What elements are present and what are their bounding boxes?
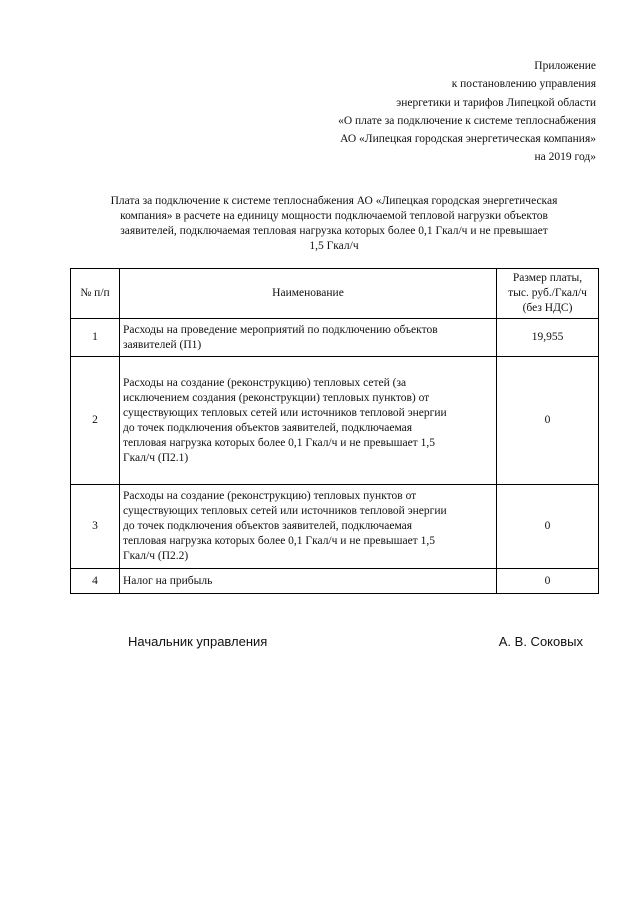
header-fee-line: Размер платы, xyxy=(512,272,583,284)
header-fee-line: (без НДС) xyxy=(522,302,573,314)
row-name-line: Гкал/ч (П2.2) xyxy=(123,550,189,562)
row-name-line: до точек подключения объектов заявителей, подключаемая xyxy=(123,421,413,434)
row-fee: 0 xyxy=(497,357,599,485)
header-fee-line: тыс. руб./Гкал/ч xyxy=(508,287,587,299)
row-name xyxy=(120,485,497,569)
table-header-row xyxy=(71,269,599,319)
row-name xyxy=(120,569,497,594)
row-name-line: исключением создания (реконструкции) тепловых пунктов) от xyxy=(123,391,430,404)
signature-block xyxy=(128,634,583,649)
row-fee: 0 xyxy=(497,569,599,594)
appendix-line: АО «Липецкая городская энергетическая компания» xyxy=(340,133,596,146)
signatory-position: Начальник управления xyxy=(128,634,268,649)
row-name-line: Налог на прибыль xyxy=(123,574,213,587)
row-name-line: тепловая нагрузка которых более 0,1 Гкал/ч и не превышает 1,5 xyxy=(123,535,435,547)
title-line: заявителей, подключаемая тепловая нагрузка которых более 0,1 Гкал/ч и не превышает xyxy=(120,225,548,237)
row-number: 1 xyxy=(71,319,120,357)
fee-table xyxy=(70,268,599,594)
row-fee: 0 xyxy=(497,485,599,569)
row-number: 3 xyxy=(71,485,120,569)
row-name-line: заявителей (П1) xyxy=(123,338,202,351)
table-row xyxy=(71,485,599,569)
row-name-line: Расходы на создание (реконструкцию) тепловых сетей (за xyxy=(123,376,407,389)
appendix-line: Приложение xyxy=(534,60,596,72)
signatory-name: А. В. Соковых xyxy=(498,634,583,649)
header-number: № п/п xyxy=(71,269,120,319)
row-name xyxy=(120,357,497,485)
row-name-line: до точек подключения объектов заявителей, подключаемая xyxy=(123,520,413,532)
row-number: 2 xyxy=(71,357,120,485)
title-line: 1,5 Гкал/ч xyxy=(309,240,359,252)
title-line: компания» в расчете на единицу мощности подключаемой тепловой нагрузки объектов xyxy=(120,210,548,222)
row-fee: 19,955 xyxy=(497,319,599,357)
table-row xyxy=(71,357,599,485)
row-name xyxy=(120,319,497,357)
row-name-line: Гкал/ч (П2.1) xyxy=(123,451,189,464)
row-name-line: тепловая нагрузка которых более 0,1 Гкал/ч и не превышает 1,5 xyxy=(123,436,435,449)
header-name: Наименование xyxy=(120,269,497,319)
row-name-line: Расходы на создание (реконструкцию) тепловых пунктов от xyxy=(123,490,417,502)
appendix-header xyxy=(338,57,596,167)
header-fee xyxy=(497,269,599,319)
title-line: Плата за подключение к системе теплоснабжения АО «Липецкая городская энергетическая xyxy=(110,195,558,207)
appendix-line: к постановлению управления xyxy=(451,78,596,91)
row-name-line: существующих тепловых сетей или источников тепловой энергии xyxy=(123,505,447,517)
document-title xyxy=(70,194,598,254)
row-name-line: Расходы на проведение мероприятий по подключению объектов xyxy=(123,323,438,336)
appendix-line: на 2019 год» xyxy=(534,151,596,164)
appendix-line: энергетики и тарифов Липецкой области xyxy=(396,96,596,109)
appendix-line: «О плате за подключение к системе теплоснабжения xyxy=(338,114,596,127)
row-number: 4 xyxy=(71,569,120,594)
table-row xyxy=(71,569,599,594)
table-row xyxy=(71,319,599,357)
row-name-line: существующих тепловых сетей или источников тепловой энергии xyxy=(123,406,447,419)
